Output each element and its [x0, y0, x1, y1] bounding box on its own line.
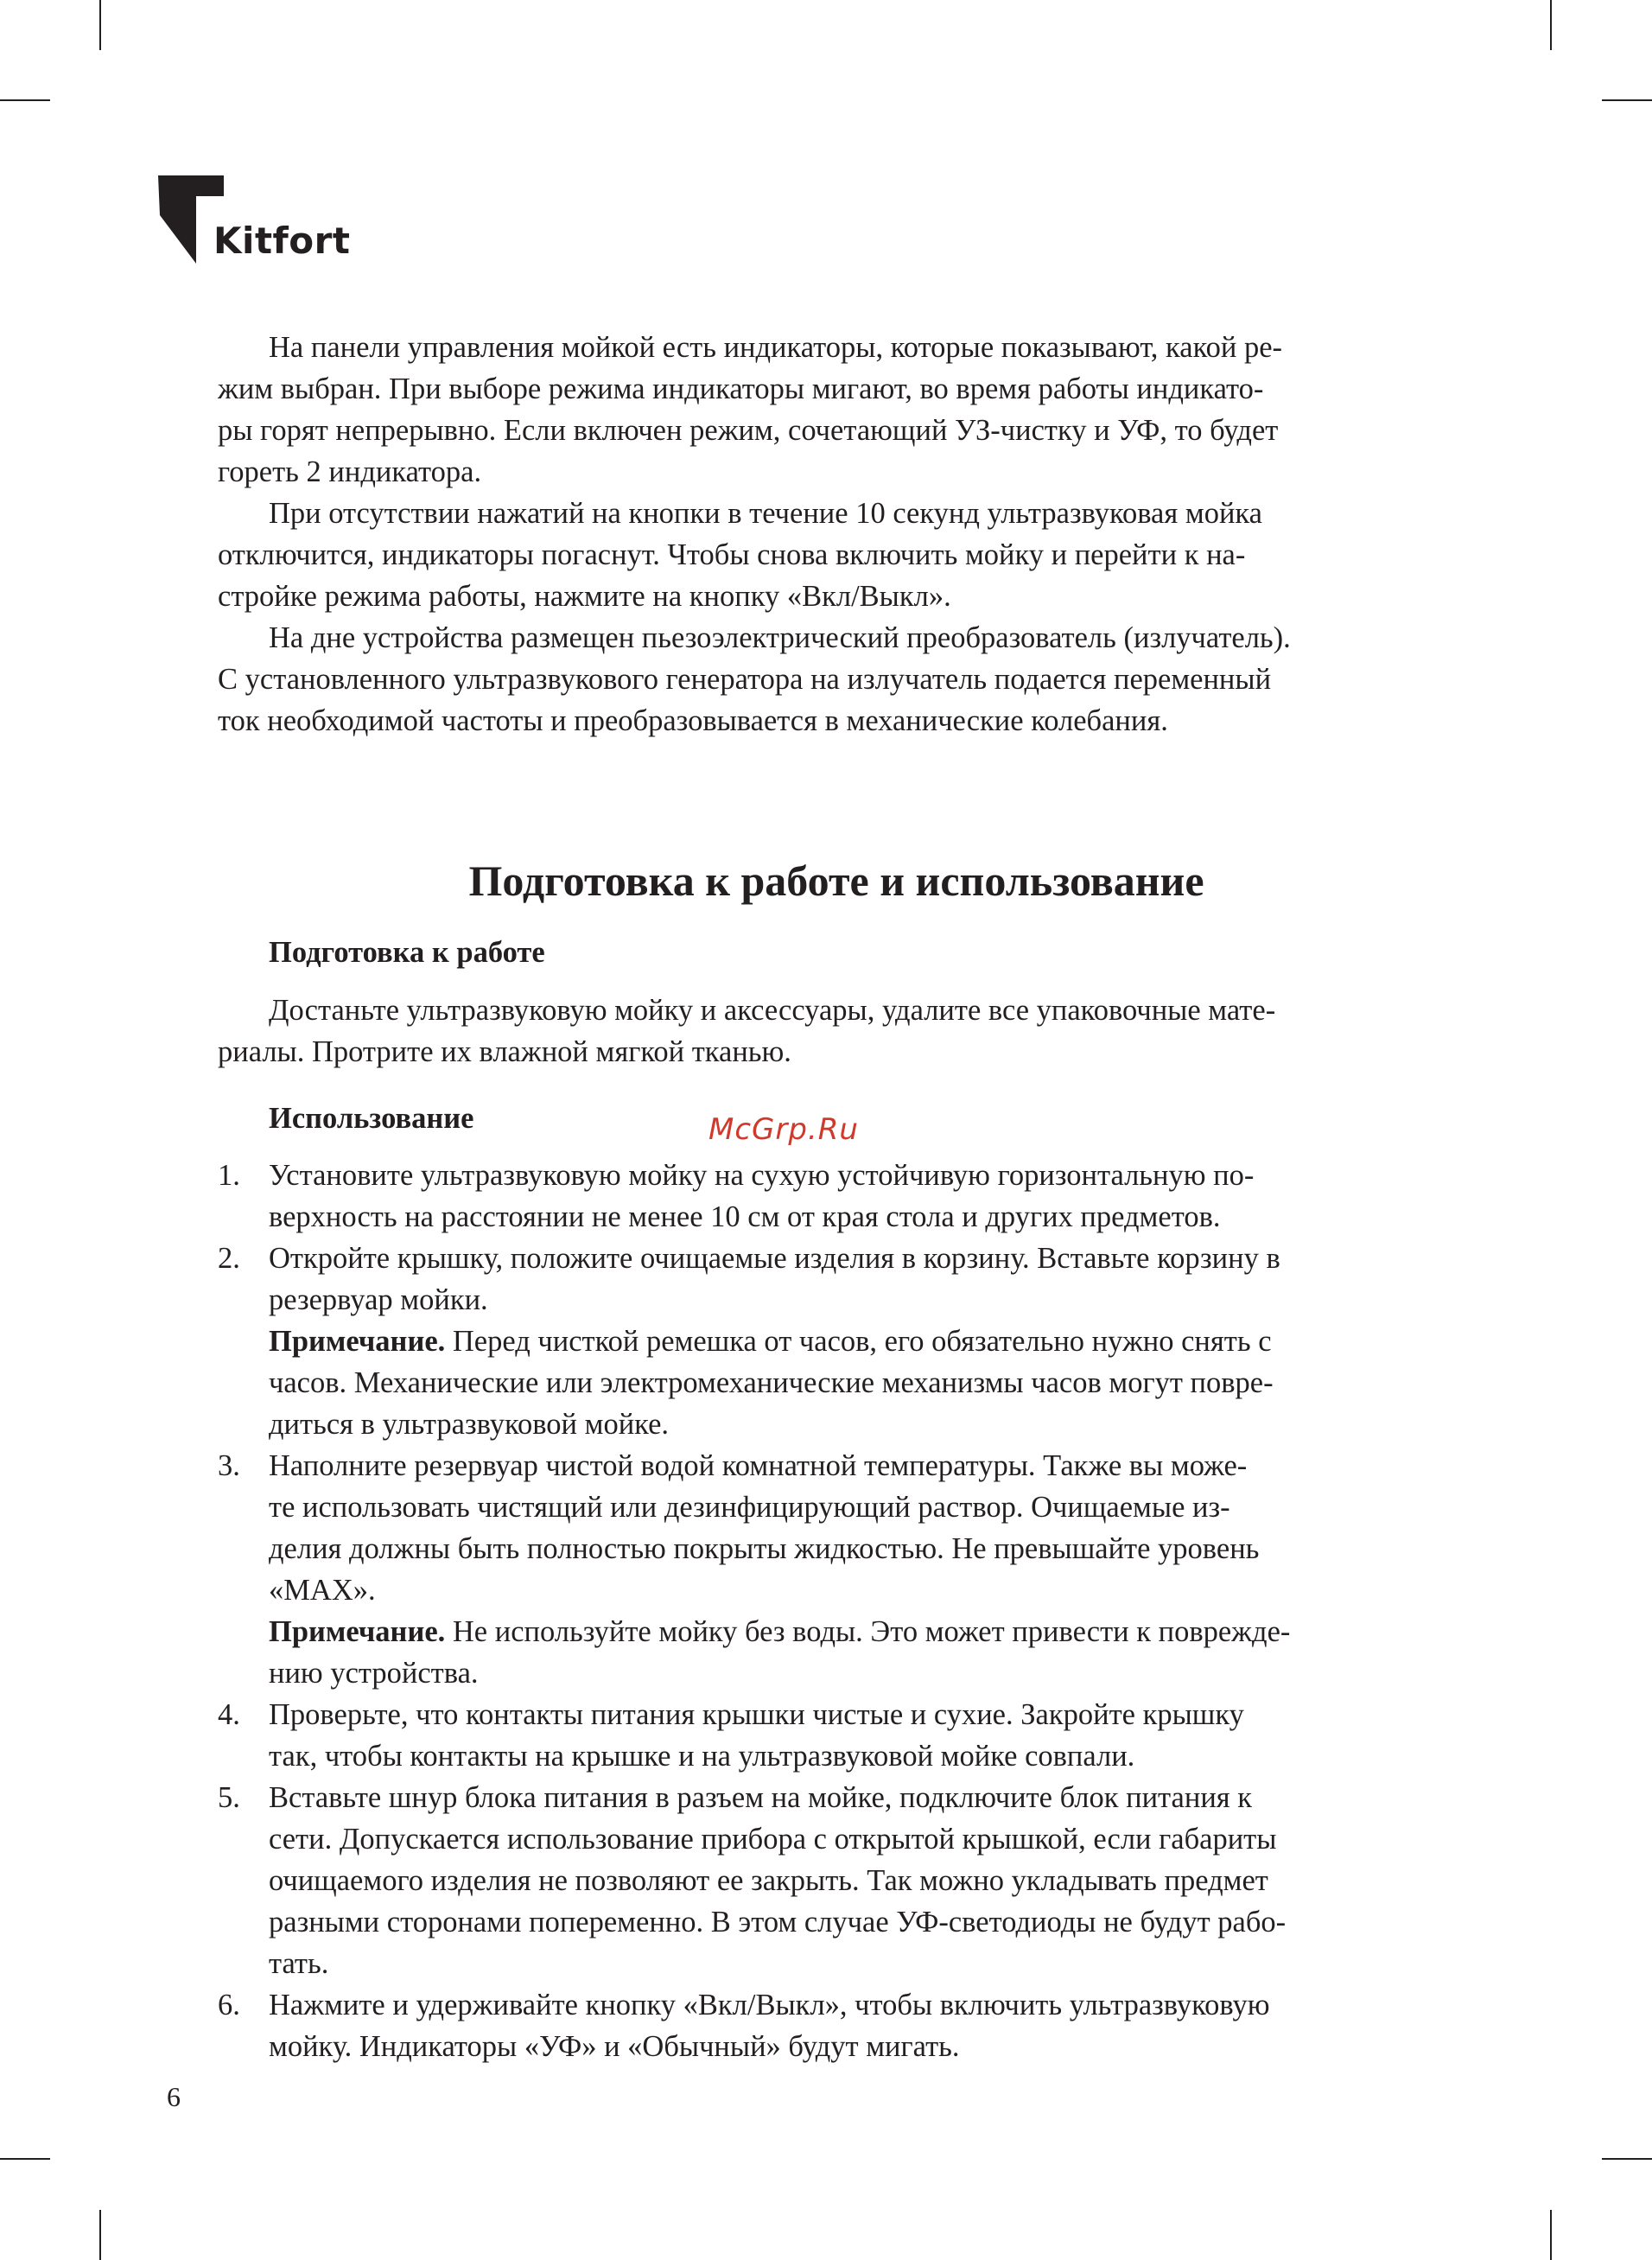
text-line: Установите ультразвуковую мойку на сухую устойчивую горизонтальную по- — [269, 1159, 1255, 1192]
text-line: Проверьте, что контакты питания крышки чистые и сухие. Закройте крышку — [269, 1698, 1244, 1731]
crop-mark — [0, 99, 50, 101]
list-item-text — [269, 1777, 1455, 1984]
text-line: верхность на расстоянии не менее 10 см от края стола и других предметов. — [269, 1200, 1221, 1233]
paragraph — [218, 493, 1455, 617]
text-line: гореть 2 индикатора. — [218, 455, 482, 488]
page-number: 6 — [167, 2081, 181, 2112]
list-item — [218, 1238, 1455, 1445]
text-line: Наполните резервуар чистой водой комнатной температуры. Также вы може- — [269, 1449, 1248, 1482]
note-label: Примечание. — [269, 1615, 446, 1648]
text-line: нию устройства. — [269, 1657, 479, 1690]
usage-heading: Использование — [269, 1102, 474, 1135]
note — [269, 1611, 1455, 1694]
preparation-heading: Подготовка к работе — [269, 936, 545, 969]
preparation-text — [218, 990, 1455, 1073]
text-line: жим выбран. При выборе режима индикаторы мигают, во время работы индикато- — [218, 372, 1264, 405]
text-line: те использовать чистящий или дезинфицирующий раствор. Очищаемые из- — [269, 1491, 1230, 1524]
text-line: Вставьте шнур блока питания в разъем на мойке, подключите блок питания к — [269, 1781, 1253, 1814]
section-title: Подготовка к работе и использование — [468, 856, 1204, 905]
text-line: Не используйте мойку без воды. Это может привести к поврежде- — [445, 1615, 1291, 1648]
paragraph — [218, 327, 1455, 493]
text-line: очищаемого изделия не позволяют ее закрыть. Так можно укладывать предмет — [269, 1864, 1268, 1897]
crop-mark — [0, 2158, 50, 2160]
list-item-number: 1. — [218, 1159, 240, 1192]
list-item-number: 4. — [218, 1698, 240, 1731]
text-line: На панели управления мойкой есть индикаторы, которые показывают, какой ре- — [269, 331, 1282, 364]
text-line: резервуар мойки. — [269, 1283, 488, 1316]
text-line: так, чтобы контакты на крышке и на ультразвуковой мойке совпали. — [269, 1740, 1135, 1773]
text-line: Достаньте ультразвуковую мойку и аксессуары, удалите все упаковочные мате- — [269, 994, 1276, 1027]
list-item-text — [269, 1694, 1455, 1777]
brand-name: Kitfort — [213, 220, 351, 262]
text-line: ры горят непрерывно. Если включен режим, сочетающий УЗ-чистку и УФ, то будет — [218, 414, 1279, 447]
text-line: сети. Допускается использование прибора с открытой крышкой, если габариты — [269, 1823, 1277, 1856]
paragraph — [218, 990, 1455, 1073]
text-line: Нажмите и удерживайте кнопку «Вкл/Выкл», чтобы включить ультразвуковую — [269, 1989, 1270, 2021]
list-item-text — [269, 1984, 1455, 2067]
crop-mark — [1550, 2210, 1552, 2260]
text-line: ток необходимой частоты и преобразовывается в механические колебания. — [218, 704, 1168, 737]
text-line: Перед чисткой ремешка от часов, его обязательно нужно снять с — [445, 1325, 1272, 1358]
list-item-number: 3. — [218, 1449, 240, 1482]
text-line: «MAX». — [269, 1574, 376, 1607]
text-line: делия должны быть полностью покрыты жидкостью. Не превышайте уровень — [269, 1532, 1260, 1565]
text-line: На дне устройства размещен пьезоэлектрический преобразователь (излучатель). — [269, 621, 1291, 654]
crop-mark — [99, 0, 101, 50]
watermark: McGrp.Ru — [708, 1112, 859, 1147]
list-item-text — [269, 1445, 1455, 1611]
text-line: отключится, индикаторы погаснут. Чтобы снова включить мойку и перейти к на- — [218, 538, 1246, 571]
text-line: диться в ультразвуковой мойке. — [269, 1408, 670, 1441]
intro-text — [218, 327, 1455, 742]
list-item-number: 6. — [218, 1989, 240, 2021]
list-item-text — [269, 1155, 1455, 1238]
list-item — [218, 1155, 1455, 1238]
text-line: стройке режима работы, нажмите на кнопку «Вкл/Выкл». — [218, 580, 951, 613]
kitfort-logo — [158, 175, 351, 271]
note-label: Примечание. — [269, 1325, 446, 1358]
text-line: С установленного ультразвукового генератора на излучатель подается переменный — [218, 663, 1272, 696]
list-item-text — [269, 1238, 1455, 1321]
text-line: тать. — [269, 1947, 329, 1980]
list-item — [218, 1777, 1455, 1984]
list-item — [218, 1984, 1455, 2067]
list-item-number: 5. — [218, 1781, 240, 1814]
crop-mark — [1550, 0, 1552, 50]
text-line: часов. Механические или электромеханические механизмы часов могут повре- — [269, 1366, 1274, 1399]
text-line: При отсутствии нажатий на кнопки в течение 10 секунд ультразвуковая мойка — [269, 497, 1262, 530]
usage-steps-list — [218, 1155, 1455, 2067]
paragraph — [218, 617, 1455, 742]
crop-mark — [99, 2210, 101, 2260]
list-item — [218, 1445, 1455, 1694]
crop-mark — [1602, 99, 1652, 101]
text-line: Откройте крышку, положите очищаемые изделия в корзину. Вставьте корзину в — [269, 1242, 1280, 1275]
note — [269, 1321, 1455, 1445]
list-item-number: 2. — [218, 1242, 240, 1275]
crop-mark — [1602, 2158, 1652, 2160]
text-line: риалы. Протрите их влажной мягкой тканью. — [218, 1035, 791, 1068]
text-line: мойку. Индикаторы «УФ» и «Обычный» будут мигать. — [269, 2030, 960, 2063]
text-line: разными сторонами попеременно. В этом случае УФ-светодиоды не будут рабо- — [269, 1906, 1287, 1939]
list-item — [218, 1694, 1455, 1777]
